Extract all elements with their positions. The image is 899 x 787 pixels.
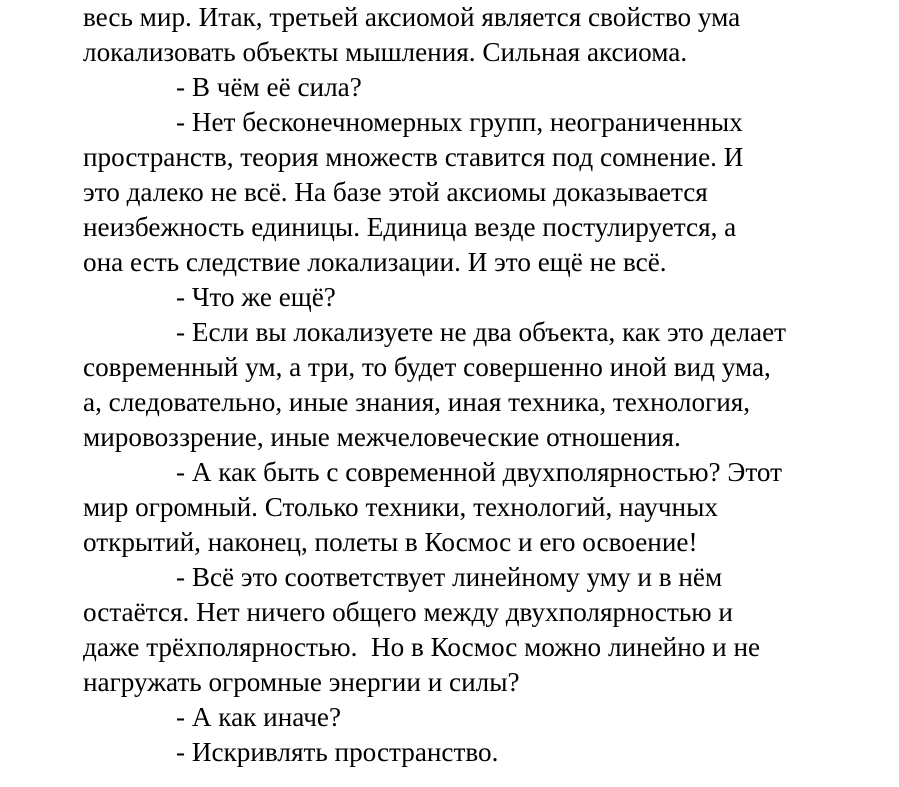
dialogue-line: - Искривлять пространство. xyxy=(176,737,499,767)
text-line: весь мир. Итак, третьей аксиомой является свойство ума xyxy=(83,2,741,32)
text-line: остаётся. Нет ничего общего между двухполярностью и xyxy=(83,597,733,627)
dialogue-line: - А как быть с современной двухполярностью? Этот xyxy=(176,457,782,487)
text-line: пространств, теория множеств ставится под сомнение. И xyxy=(83,142,744,172)
text-line: открытий, наконец, полеты в Космос и его освоение! xyxy=(83,527,698,557)
dialogue-line: - Что же ещё? xyxy=(176,282,336,312)
text-line: она есть следствие локализации. И это ещё не всё. xyxy=(83,247,667,277)
text-line: мир огромный. Столько техники, технологий, научных xyxy=(83,492,718,522)
text-line: мировоззрение, иные межчеловеческие отношения. xyxy=(83,422,681,452)
dialogue-line: - А как иначе? xyxy=(176,702,342,732)
dialogue-line: - Если вы локализуете не два объекта, как это делает xyxy=(176,317,787,347)
text-line: нагружать огромные энергии и силы? xyxy=(83,667,520,697)
text-line: локализовать объекты мышления. Сильная аксиома. xyxy=(83,37,688,67)
dialogue-line: - Всё это соответствует линейному уму и в нём xyxy=(176,562,723,592)
text-line: неизбежность единицы. Единица везде постулируется, а xyxy=(83,212,737,242)
text-line: даже трёхполярностью. Но в Космос можно линейно и не xyxy=(83,632,761,662)
dialogue-line: - Нет бесконечномерных групп, неограниченных xyxy=(176,107,743,137)
text-line: а, следовательно, иные знания, иная техника, технология, xyxy=(83,387,751,417)
dialogue-line: - В чём её сила? xyxy=(176,72,362,102)
text-line: современный ум, а три, то будет совершенно иной вид ума, xyxy=(83,352,771,382)
text-line: это далеко не всё. На базе этой аксиомы доказывается xyxy=(83,177,708,207)
